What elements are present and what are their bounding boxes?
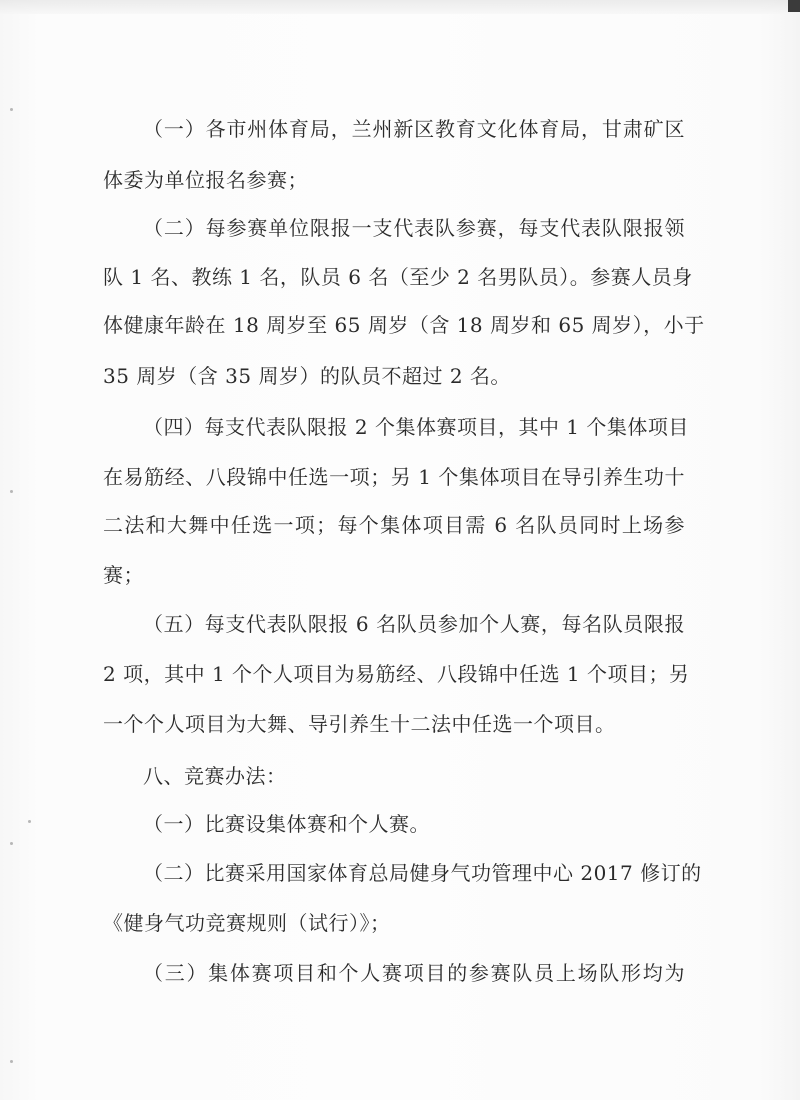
paragraph-line: （五）每支代表队限报 6 名队员参加个人赛，每名队员限报 [143,612,685,636]
paragraph-line: 2 项，其中 1 个个人项目为易筋经、八段锦中任选 1 个项目；另 [103,662,690,686]
scan-top-shadow [0,0,800,14]
paragraph-line: 赛； [103,563,144,587]
section-heading: 八、竞赛办法： [143,764,287,788]
scan-corner-mark [788,0,800,12]
paragraph-line: 在易筋经、八段锦中任选一项；另 1 个集体项目在导引养生功十 [103,465,685,489]
paragraph-line: 《健身气功竞赛规则（试行）》； [103,911,391,935]
paragraph-line: （一）比赛设集体赛和个人赛。 [143,812,430,836]
paragraph-line: 体委为单位报名参赛； [103,168,308,192]
scan-speck [28,820,31,823]
paragraph-line: （四）每支代表队限报 2 个集体赛项目，其中 1 个集体项目 [143,415,689,439]
scan-speck [10,108,13,111]
paragraph-line: （二）比赛采用国家体育总局健身气功管理中心 2017 修订的 [143,861,702,885]
paragraph-line: （二）每参赛单位限报一支代表队参赛，每支代表队限报领 [143,216,685,240]
scan-speck [10,490,13,493]
paragraph-line: 一个个人项目为大舞、导引养生十二法中任选一个项目。 [103,712,616,736]
scan-speck [10,842,13,845]
paragraph-line: （三）集体赛项目和个人赛项目的参赛队员上场队形均为 [143,961,685,985]
paragraph-line: 二法和大舞中任选一项；每个集体项目需 6 名队员同时上场参 [103,513,685,537]
paragraph-line: 35 周岁（含 35 周岁）的队员不超过 2 名。 [103,364,511,388]
paragraph-line: 队 1 名、教练 1 名，队员 6 名（至少 2 名男队员）。参赛人员身 [103,265,693,289]
scan-speck [10,1060,13,1063]
paragraph-line: 体健康年龄在 18 周岁至 65 周岁（含 18 周岁和 65 周岁），小于 [103,313,705,337]
paragraph-line: （一）各市州体育局，兰州新区教育文化体育局，甘肃矿区 [143,117,685,141]
